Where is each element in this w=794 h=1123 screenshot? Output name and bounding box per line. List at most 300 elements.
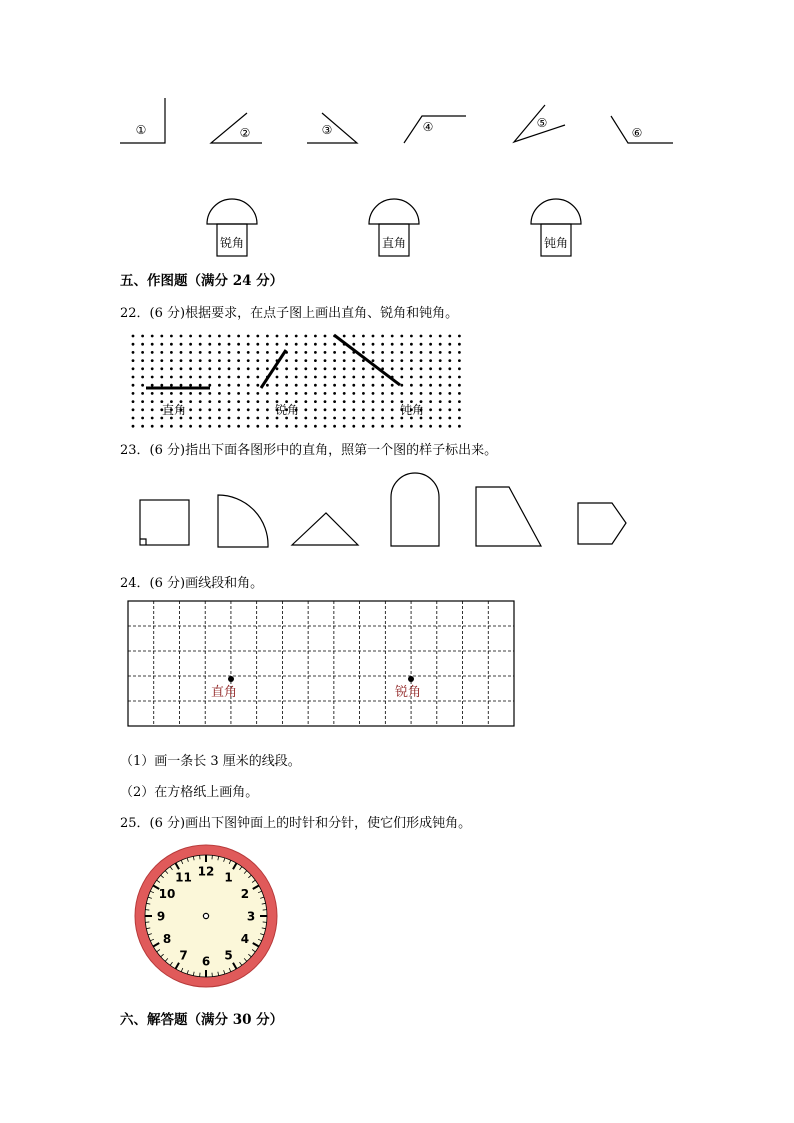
grid-paper-lines <box>128 601 514 726</box>
grid-dot <box>324 400 327 403</box>
grid-dot <box>400 392 403 395</box>
grid-dot <box>448 359 451 362</box>
grid-dot <box>170 392 173 395</box>
grid-dot <box>458 408 461 411</box>
grid-dot <box>391 384 394 387</box>
grid-dot <box>362 351 365 354</box>
grid-dot <box>381 359 384 362</box>
grid-dot <box>372 417 375 420</box>
grid-dot <box>208 343 211 346</box>
grid-dot <box>429 376 432 379</box>
grid-dot <box>400 384 403 387</box>
grid-dot <box>314 408 317 411</box>
grid-dot <box>343 335 346 338</box>
grid-dot <box>391 408 394 411</box>
grid-dot <box>324 408 327 411</box>
grid-dot <box>458 351 461 354</box>
grid-dot <box>247 351 250 354</box>
grid-dot <box>458 343 461 346</box>
grid-dot <box>439 367 442 370</box>
grid-dot <box>391 335 394 338</box>
grid-dot <box>180 351 183 354</box>
grid-dot <box>160 367 163 370</box>
grid-dot <box>448 376 451 379</box>
grid-dot <box>352 408 355 411</box>
grid-dot <box>208 376 211 379</box>
grid-dot <box>391 400 394 403</box>
grid-dot <box>304 376 307 379</box>
angle-5-number: ⑤ <box>536 116 548 130</box>
grid-dot <box>381 400 384 403</box>
grid-dot <box>333 425 336 428</box>
grid-dot <box>141 343 144 346</box>
grid-dot <box>304 343 307 346</box>
grid-dot <box>151 376 154 379</box>
clock-number: 2 <box>240 887 250 901</box>
grid-dot <box>189 400 192 403</box>
angle-1 <box>120 98 165 143</box>
grid-dot <box>304 400 307 403</box>
grid-dot <box>285 384 288 387</box>
grid-dot <box>439 376 442 379</box>
grid-dot <box>381 376 384 379</box>
grid-dot <box>400 359 403 362</box>
grid-dot <box>132 400 135 403</box>
grid-dot <box>256 359 259 362</box>
grid-dot <box>160 359 163 362</box>
grid-dot <box>333 351 336 354</box>
grid-label-acute: 锐角 <box>394 685 422 700</box>
grid-dot <box>266 400 269 403</box>
grid-dot <box>141 392 144 395</box>
grid-dot <box>372 335 375 338</box>
grid-dot <box>208 367 211 370</box>
grid-dot <box>151 425 154 428</box>
clock-number: 4 <box>240 932 250 946</box>
grid-dot <box>410 392 413 395</box>
grid-dot <box>151 335 154 338</box>
grid-dot <box>439 392 442 395</box>
q24-sub1: （1）画一条长 3 厘米的线段。 <box>120 754 301 769</box>
angle-2-number: ② <box>239 126 251 140</box>
grid-dot <box>247 335 250 338</box>
clock-number: 3 <box>246 909 256 924</box>
grid-dot <box>132 384 135 387</box>
shape-arch <box>391 473 439 546</box>
grid-dot <box>285 376 288 379</box>
grid-dot <box>362 392 365 395</box>
grid-dot <box>420 384 423 387</box>
grid-dot <box>189 351 192 354</box>
grid-dot <box>420 425 423 428</box>
dot-label-acute: 锐角 <box>274 403 300 417</box>
q24-sub2: （2）在方格纸上画角。 <box>120 785 259 800</box>
dot-grid <box>0 328 794 432</box>
grid-dot <box>199 425 202 428</box>
grid-dot <box>237 359 240 362</box>
grid-dot <box>141 359 144 362</box>
grid-dot <box>180 417 183 420</box>
angle-5 <box>514 105 565 142</box>
grid-dot <box>180 343 183 346</box>
grid-dot <box>247 400 250 403</box>
grid-dot <box>295 367 298 370</box>
grid-dot <box>381 351 384 354</box>
grid-dot <box>141 425 144 428</box>
grid-dot <box>218 392 221 395</box>
grid-dot <box>448 351 451 354</box>
grid-dot <box>228 417 231 420</box>
grid-dot <box>381 392 384 395</box>
grid-dot <box>151 343 154 346</box>
grid-dot <box>276 335 279 338</box>
grid-dot <box>256 400 259 403</box>
grid-dot <box>448 417 451 420</box>
grid-dot <box>247 425 250 428</box>
grid-dot <box>458 392 461 395</box>
grid-dot <box>247 417 250 420</box>
grid-dot <box>247 343 250 346</box>
grid-dot <box>256 384 259 387</box>
grid-dot <box>218 408 221 411</box>
grid-dot <box>276 343 279 346</box>
grid-dot <box>410 417 413 420</box>
grid-dot <box>391 351 394 354</box>
grid-dot <box>439 417 442 420</box>
grid-dot <box>218 359 221 362</box>
grid-dot <box>304 359 307 362</box>
grid-dot <box>439 335 442 338</box>
grid-dot <box>266 351 269 354</box>
grid-dot <box>151 359 154 362</box>
grid-dot <box>132 359 135 362</box>
grid-dot <box>343 417 346 420</box>
grid-dot <box>304 384 307 387</box>
grid-dot <box>324 376 327 379</box>
grid-dot <box>439 343 442 346</box>
grid-dot <box>256 417 259 420</box>
clock-number: 5 <box>224 948 233 963</box>
grid-dot <box>160 392 163 395</box>
mailbox-acute <box>207 199 257 256</box>
grid-dot <box>199 343 202 346</box>
angle-4 <box>404 116 466 143</box>
grid-dot <box>247 392 250 395</box>
grid-dot <box>410 425 413 428</box>
grid-dot <box>208 408 211 411</box>
grid-dot <box>247 359 250 362</box>
grid-dot <box>343 384 346 387</box>
grid-dot <box>324 367 327 370</box>
grid-dot <box>314 384 317 387</box>
grid-dot <box>141 335 144 338</box>
mailbox-right <box>369 199 419 256</box>
grid-dot <box>199 417 202 420</box>
grid-dot <box>247 408 250 411</box>
grid-dot <box>420 359 423 362</box>
grid-dot <box>352 425 355 428</box>
grid-dot <box>420 343 423 346</box>
grid-dot <box>180 335 183 338</box>
grid-dot <box>420 335 423 338</box>
grid-dot <box>343 376 346 379</box>
grid-dot <box>295 392 298 395</box>
grid-dot <box>256 392 259 395</box>
grid-dot <box>391 392 394 395</box>
grid-dot <box>429 392 432 395</box>
mailbox-right-label: 直角 <box>381 236 407 250</box>
grid-dot <box>170 335 173 338</box>
grid-dot <box>391 417 394 420</box>
grid-dot <box>189 359 192 362</box>
grid-dot <box>314 425 317 428</box>
grid-dot <box>343 392 346 395</box>
angles-figure <box>0 0 794 170</box>
grid-dot <box>352 392 355 395</box>
grid-dot <box>141 367 144 370</box>
grid-dot <box>343 367 346 370</box>
grid-paper <box>0 595 794 737</box>
grid-dot <box>372 408 375 411</box>
angle-1-number: ① <box>135 123 147 137</box>
mailboxes-figure <box>0 195 794 265</box>
grid-dot <box>276 384 279 387</box>
grid-dot <box>208 425 211 428</box>
grid-dot <box>285 425 288 428</box>
grid-dot <box>458 425 461 428</box>
grid-dot <box>352 359 355 362</box>
grid-dot <box>276 376 279 379</box>
clock-face <box>130 840 284 992</box>
grid-dot <box>180 359 183 362</box>
grid-dot <box>372 392 375 395</box>
grid-dot <box>266 425 269 428</box>
grid-dot <box>458 384 461 387</box>
grid-dot <box>208 351 211 354</box>
grid-dot <box>324 343 327 346</box>
grid-paper-border <box>128 601 514 726</box>
grid-dot <box>160 425 163 428</box>
grid-dot <box>218 351 221 354</box>
grid-dot <box>448 425 451 428</box>
grid-dot <box>333 359 336 362</box>
angle-6 <box>611 116 673 143</box>
grid-dot <box>285 367 288 370</box>
grid-dot <box>170 351 173 354</box>
grid-dot <box>448 367 451 370</box>
q22-text: 22．(6 分)根据要求，在点子图上画出直角、锐角和钝角。 <box>120 306 459 321</box>
grid-dot <box>276 425 279 428</box>
clock-number: 1 <box>224 870 233 885</box>
grid-dot <box>314 376 317 379</box>
grid-dot <box>295 343 298 346</box>
grid-dot <box>420 417 423 420</box>
grid-dot <box>266 343 269 346</box>
grid-dot <box>372 351 375 354</box>
grid-dot <box>352 417 355 420</box>
grid-dot <box>372 359 375 362</box>
clock-number: 12 <box>197 864 215 879</box>
grid-dot <box>199 408 202 411</box>
grid-dot <box>180 425 183 428</box>
grid-dot <box>132 425 135 428</box>
clock-number: 7 <box>179 948 188 963</box>
grid-dot <box>228 384 231 387</box>
grid-dot <box>448 400 451 403</box>
grid-dot <box>170 343 173 346</box>
grid-dot <box>237 417 240 420</box>
shape-pentagon <box>578 503 626 544</box>
grid-dot <box>285 359 288 362</box>
grid-dot <box>314 343 317 346</box>
clock-number: 11 <box>175 870 192 885</box>
grid-dot <box>256 376 259 379</box>
grid-dot <box>247 367 250 370</box>
grid-dot <box>362 367 365 370</box>
grid-dot <box>429 367 432 370</box>
grid-dot <box>266 417 269 420</box>
section-6-title: 六、解答题（满分 30 分） <box>120 1012 284 1028</box>
grid-dot <box>141 408 144 411</box>
angle-6-number: ⑥ <box>631 126 643 140</box>
grid-dot <box>276 417 279 420</box>
grid-dot <box>208 400 211 403</box>
grid-dot <box>285 335 288 338</box>
grid-dot <box>439 384 442 387</box>
grid-dot <box>170 359 173 362</box>
grid-dot <box>439 359 442 362</box>
grid-dot <box>170 376 173 379</box>
grid-label-right: 直角 <box>210 685 238 700</box>
grid-dot <box>352 367 355 370</box>
grid-dot <box>410 351 413 354</box>
shape-square <box>140 500 189 545</box>
grid-dot <box>160 376 163 379</box>
grid-dot <box>429 425 432 428</box>
grid-dot <box>362 400 365 403</box>
grid-dot <box>429 343 432 346</box>
clock-number: 9 <box>156 909 166 924</box>
grid-dot <box>362 408 365 411</box>
grid-dot <box>362 425 365 428</box>
grid-dot <box>228 359 231 362</box>
grid-dot <box>420 376 423 379</box>
grid-dot <box>314 351 317 354</box>
grid-dot <box>218 343 221 346</box>
grid-dot <box>151 351 154 354</box>
grid-dot <box>199 367 202 370</box>
grid-dot <box>295 351 298 354</box>
grid-dot <box>189 417 192 420</box>
grid-dot <box>400 343 403 346</box>
grid-dot <box>429 384 432 387</box>
grid-dot <box>199 359 202 362</box>
grid-dot <box>199 400 202 403</box>
grid-dot <box>170 384 173 387</box>
grid-dot <box>237 335 240 338</box>
mailbox-obtuse-label: 钝角 <box>543 236 569 250</box>
grid-dot <box>180 392 183 395</box>
grid-dot <box>132 351 135 354</box>
q24-text: 24．(6 分)画线段和角。 <box>120 576 264 591</box>
grid-dot <box>400 367 403 370</box>
grid-dot <box>237 343 240 346</box>
q23-text: 23．(6 分)指出下面各图形中的直角，照第一个图的样子标出来。 <box>120 443 498 458</box>
grid-dot <box>314 359 317 362</box>
grid-dot <box>333 400 336 403</box>
grid-dot <box>151 384 154 387</box>
grid-dot <box>420 367 423 370</box>
grid-dot <box>276 392 279 395</box>
grid-dot <box>141 417 144 420</box>
grid-dot <box>170 417 173 420</box>
section-5-title: 五、作图题（满分 24 分） <box>120 273 284 289</box>
grid-dot <box>237 376 240 379</box>
grid-dot <box>410 367 413 370</box>
acute-angle-segment <box>261 350 286 388</box>
grid-dot <box>208 335 211 338</box>
grid-dot <box>381 425 384 428</box>
grid-dot <box>151 408 154 411</box>
grid-dot <box>180 376 183 379</box>
grid-dot <box>218 335 221 338</box>
clock-number: 10 <box>158 887 176 901</box>
grid-dot <box>420 392 423 395</box>
grid-dot <box>381 408 384 411</box>
grid-dot <box>189 408 192 411</box>
grid-dot <box>132 392 135 395</box>
grid-dot <box>324 351 327 354</box>
grid-dot <box>285 417 288 420</box>
grid-dot <box>132 335 135 338</box>
grid-dot <box>256 425 259 428</box>
grid-dot <box>160 335 163 338</box>
grid-dot <box>458 359 461 362</box>
grid-dot <box>352 335 355 338</box>
angle-3-number: ③ <box>321 123 333 137</box>
grid-dot <box>295 425 298 428</box>
grid-dot <box>458 376 461 379</box>
grid-dot <box>458 417 461 420</box>
grid-dot <box>218 417 221 420</box>
grid-dot <box>208 359 211 362</box>
grid-dot <box>391 425 394 428</box>
grid-dot <box>199 384 202 387</box>
clock-number: 8 <box>162 932 172 946</box>
grid-dot <box>285 392 288 395</box>
grid-dot <box>314 417 317 420</box>
grid-dot <box>429 335 432 338</box>
grid-dot <box>228 351 231 354</box>
grid-dot <box>247 376 250 379</box>
grid-dot <box>141 384 144 387</box>
grid-dot <box>304 367 307 370</box>
grid-dot <box>199 351 202 354</box>
grid-dot <box>295 376 298 379</box>
grid-dot <box>362 384 365 387</box>
grid-point-right <box>228 676 234 682</box>
grid-dot <box>208 417 211 420</box>
shapes-figure <box>0 468 794 558</box>
grid-dot <box>295 359 298 362</box>
grid-dot <box>324 359 327 362</box>
grid-dot <box>333 343 336 346</box>
grid-dot <box>410 376 413 379</box>
grid-dot <box>429 417 432 420</box>
grid-dot <box>448 408 451 411</box>
grid-dot <box>160 384 163 387</box>
shape-triangle <box>292 513 358 545</box>
